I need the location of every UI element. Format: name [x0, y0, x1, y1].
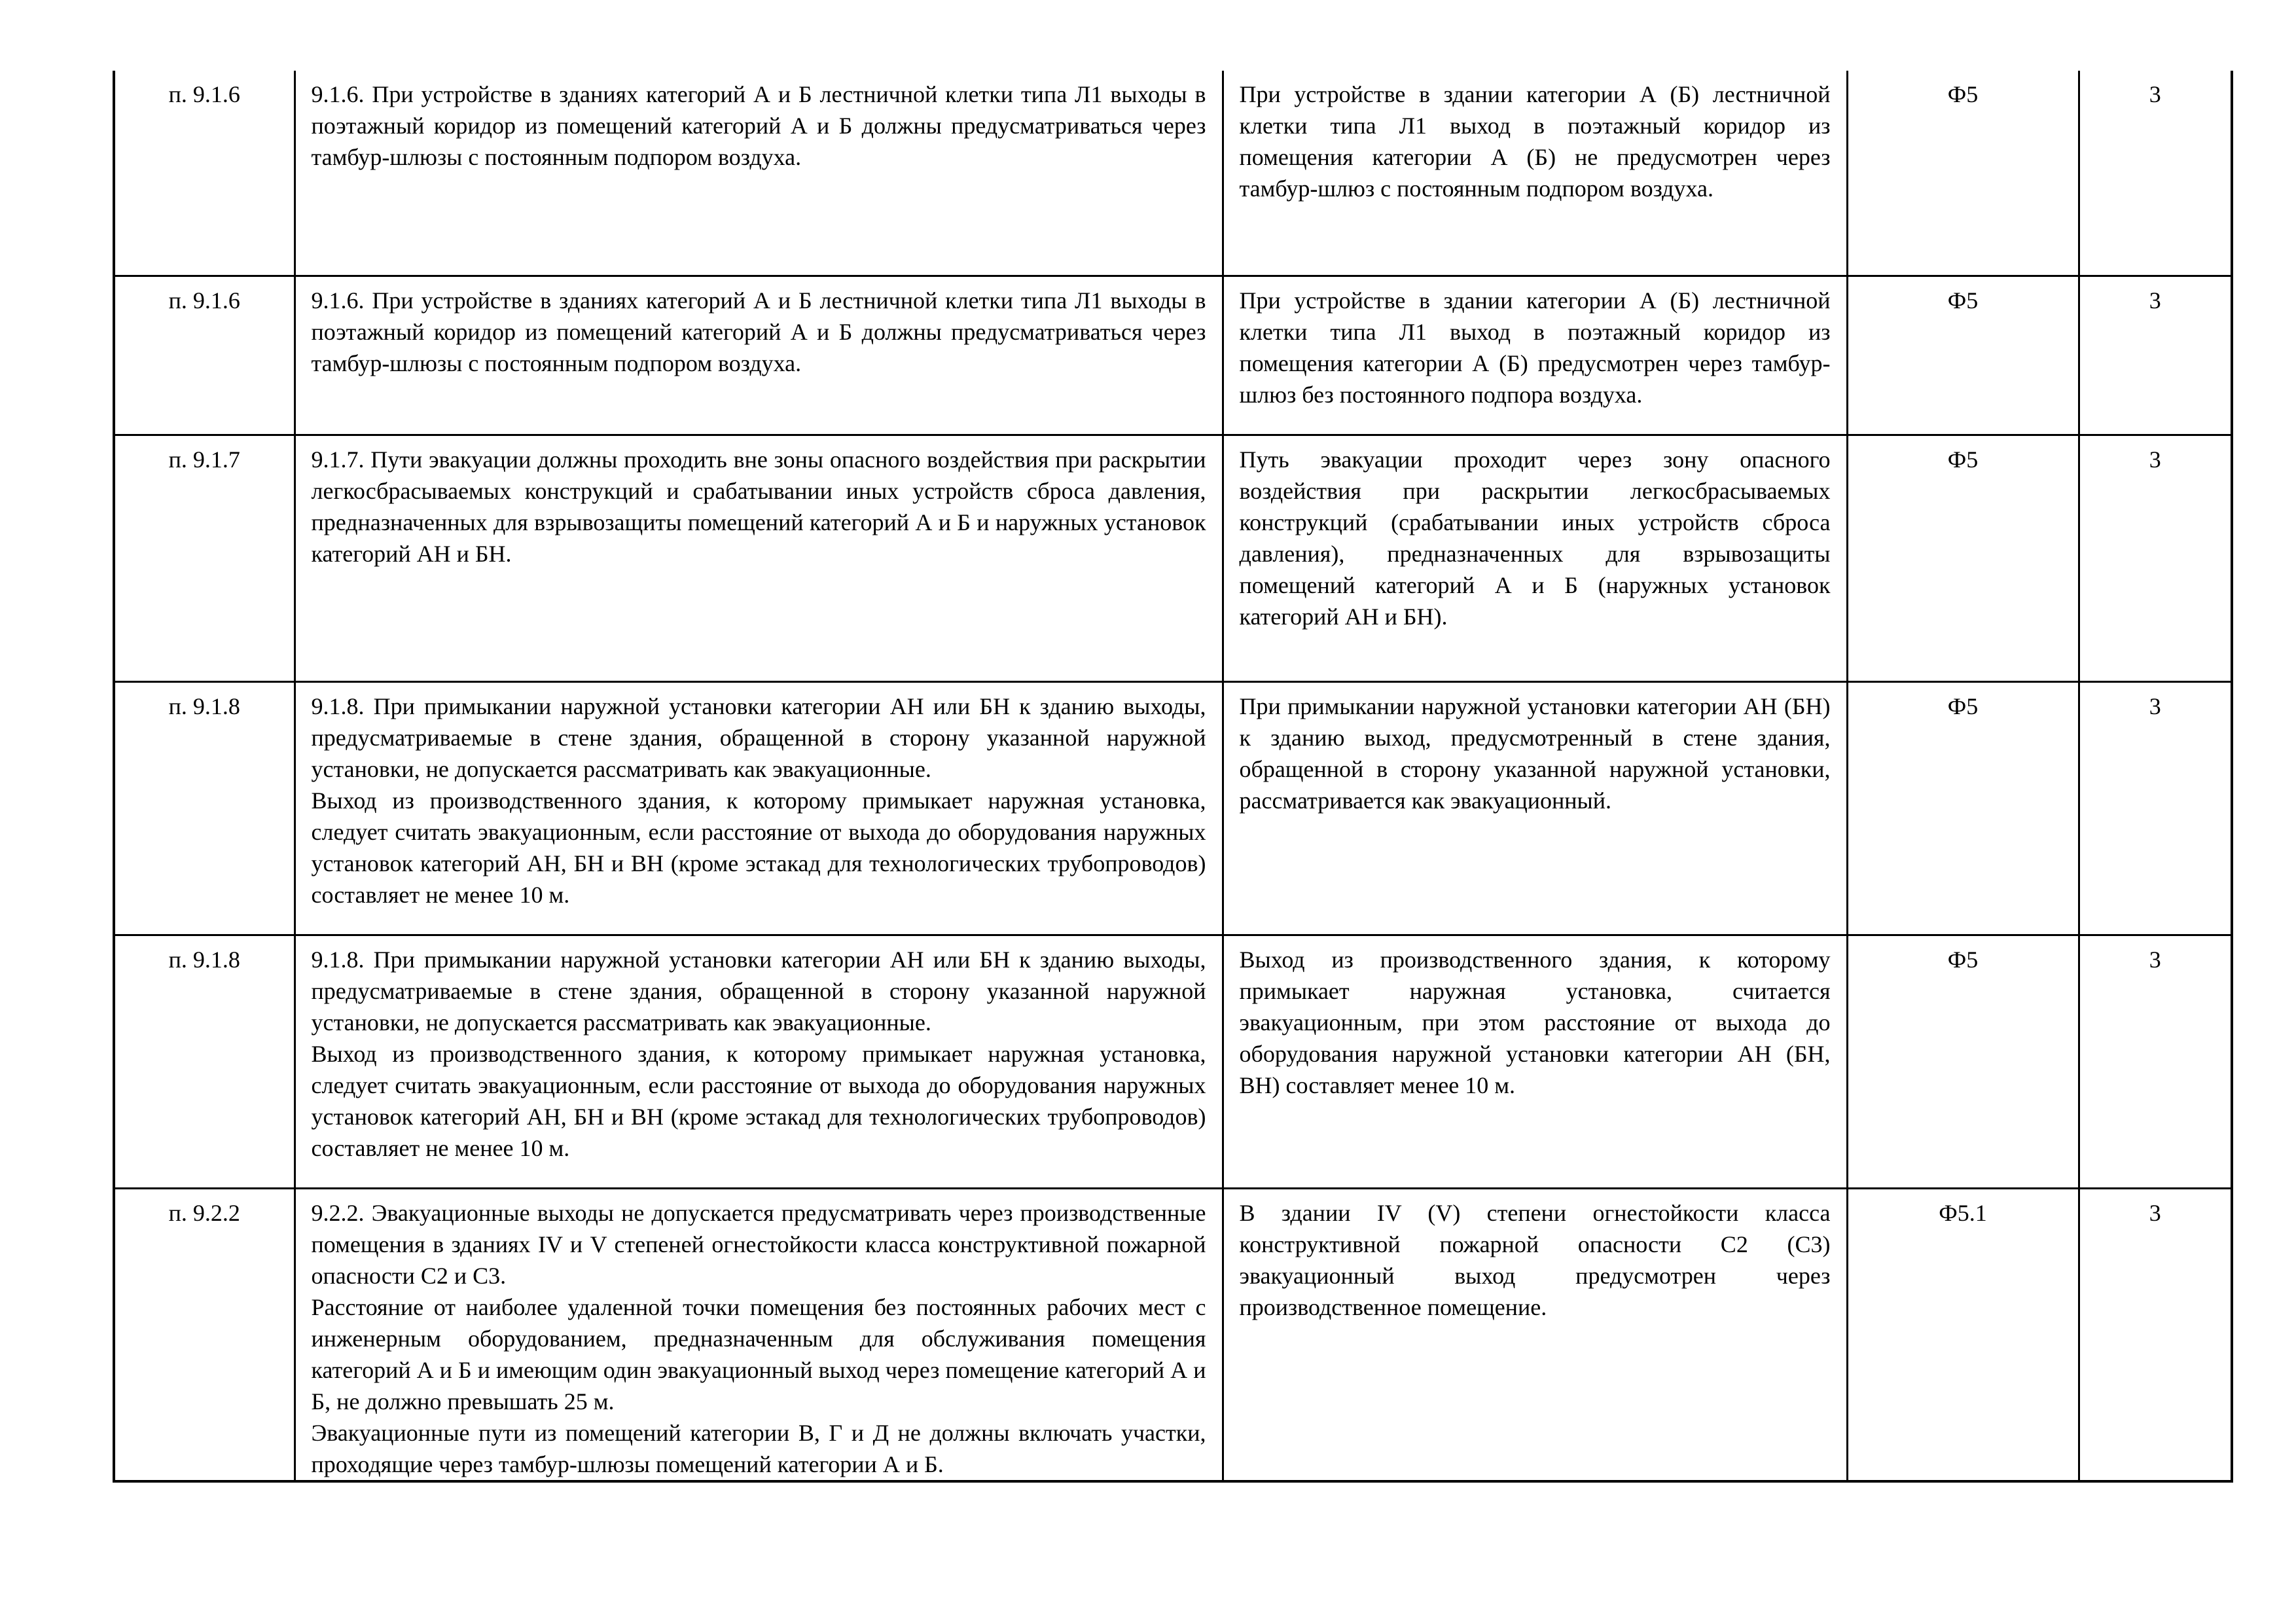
requirement-paragraph: 9.1.6. При устройстве в зданиях категорий А и Б лестничной клетки типа Л1 выходы в поэтажный коридор из помещений категорий А и Б должны предусматриваться через тамбур-шлюзы с постоянным подпором воздуха. [311, 287, 1206, 376]
clause-reference: п. 9.1.6 [114, 276, 295, 435]
clause-reference: п. 9.1.7 [114, 435, 295, 682]
table-row [114, 71, 2232, 276]
requirement-text [295, 682, 1223, 935]
violation-text: Путь эвакуации проходит через зону опасного воздействия при раскрытии легкосбрасываемых конструкций (срабатывании иных устройств сброса давления), предназначенных для взрывозащиты помещений категорий А и Б (наружных установок категорий АН и БН). [1223, 435, 1847, 682]
violation-text: При примыкании наружной установки категории АН (БН) к зданию выход, предусмотренный в стене здания, обращенной в сторону указанной наружной установки, рассматривается как эвакуационный. [1223, 682, 1847, 935]
requirement-text [295, 1189, 1223, 1482]
functional-class: Ф5 [1847, 276, 2079, 435]
number-cell: 3 [2079, 1189, 2232, 1482]
requirement-text [295, 435, 1223, 682]
number-cell: 3 [2079, 276, 2232, 435]
functional-class: Ф5 [1847, 71, 2079, 276]
requirements-table [113, 71, 2233, 1483]
requirement-paragraph: Эвакуационные пути из помещений категории В, Г и Д не должны включать участки, проходящие через тамбур-шлюзы помещений категории А и Б. [311, 1420, 1206, 1477]
requirement-text [295, 935, 1223, 1189]
functional-class: Ф5 [1847, 682, 2079, 935]
table-row [114, 1189, 2232, 1482]
requirement-text [295, 71, 1223, 276]
violation-text: При устройстве в здании категории А (Б) лестничной клетки типа Л1 выход в поэтажный коридор из помещения категории А (Б) предусмотрен через тамбур-шлюз без постоянного подпора воздуха. [1223, 276, 1847, 435]
functional-class: Ф5 [1847, 435, 2079, 682]
requirement-text [295, 276, 1223, 435]
number-cell: 3 [2079, 682, 2232, 935]
table-row [114, 435, 2232, 682]
number-cell: 3 [2079, 71, 2232, 276]
requirement-paragraph: 9.1.7. Пути эвакуации должны проходить вне зоны опасного воздействия при раскрытии легкосбрасываемых конструкций и срабатывании иных устройств сброса давления, предназначенных для взрывозащиты помещений категорий А и Б и наружных установок категорий АН и БН. [311, 446, 1206, 567]
number-cell: 3 [2079, 935, 2232, 1189]
table-row [114, 682, 2232, 935]
table-row [114, 935, 2232, 1189]
requirement-paragraph: 9.2.2. Эвакуационные выходы не допускается предусматривать через производственные помещения в зданиях IV и V степеней огнестойкости класса конструктивной пожарной опасности С2 и С3. [311, 1200, 1206, 1289]
functional-class: Ф5.1 [1847, 1189, 2079, 1482]
requirement-paragraph: Выход из производственного здания, к которому примыкает наружная установка, следует считать эвакуационным, если расстояние от выхода до оборудования наружных установок категорий АН, БН и ВН (кроме эстакад для технологических трубопроводов) составляет не менее 10 м. [311, 787, 1206, 908]
requirement-paragraph: 9.1.8. При примыкании наружной установки категории АН или БН к зданию выходы, предусматриваемые в стене здания, обращенной в сторону указанной наружной установки, не допускается рассматривать как эвакуационные. [311, 693, 1206, 782]
clause-reference: п. 9.1.8 [114, 682, 295, 935]
violation-text: Выход из производственного здания, к которому примыкает наружная установка, считается эвакуационным, при этом расстояние от выхода до оборудования наружной установки категории АН (БН, ВН) составляет менее 10 м. [1223, 935, 1847, 1189]
functional-class: Ф5 [1847, 935, 2079, 1189]
violation-text: В здании IV (V) степени огнестойкости класса конструктивной пожарной опасности С2 (С3) эвакуационный выход предусмотрен через производственное помещение. [1223, 1189, 1847, 1482]
requirement-paragraph: 9.1.8. При примыкании наружной установки категории АН или БН к зданию выходы, предусматриваемые в стене здания, обращенной в сторону указанной наружной установки, не допускается рассматривать как эвакуационные. [311, 947, 1206, 1036]
requirement-paragraph: Выход из производственного здания, к которому примыкает наружная установка, следует считать эвакуационным, если расстояние от выхода до оборудования наружных установок категорий АН, БН и ВН (кроме эстакад для технологических трубопроводов) составляет не менее 10 м. [311, 1041, 1206, 1161]
clause-reference: п. 9.2.2 [114, 1189, 295, 1482]
requirement-paragraph: Расстояние от наиболее удаленной точки помещения без постоянных рабочих мест с инженерным оборудованием, предназначенным для обслуживания помещения категорий А и Б и имеющим один эвакуационный выход через помещение категорий А и Б, не должно превышать 25 м. [311, 1294, 1206, 1415]
clause-reference: п. 9.1.6 [114, 71, 295, 276]
clause-reference: п. 9.1.8 [114, 935, 295, 1189]
number-cell: 3 [2079, 435, 2232, 682]
table-row [114, 276, 2232, 435]
violation-text: При устройстве в здании категории А (Б) лестничной клетки типа Л1 выход в поэтажный коридор из помещения категории А (Б) не предусмотрен через тамбур-шлюз с постоянным подпором воздуха. [1223, 71, 1847, 276]
requirement-paragraph: 9.1.6. При устройстве в зданиях категорий А и Б лестничной клетки типа Л1 выходы в поэтажный коридор из помещений категорий А и Б должны предусматриваться через тамбур-шлюзы с постоянным подпором воздуха. [311, 81, 1206, 170]
